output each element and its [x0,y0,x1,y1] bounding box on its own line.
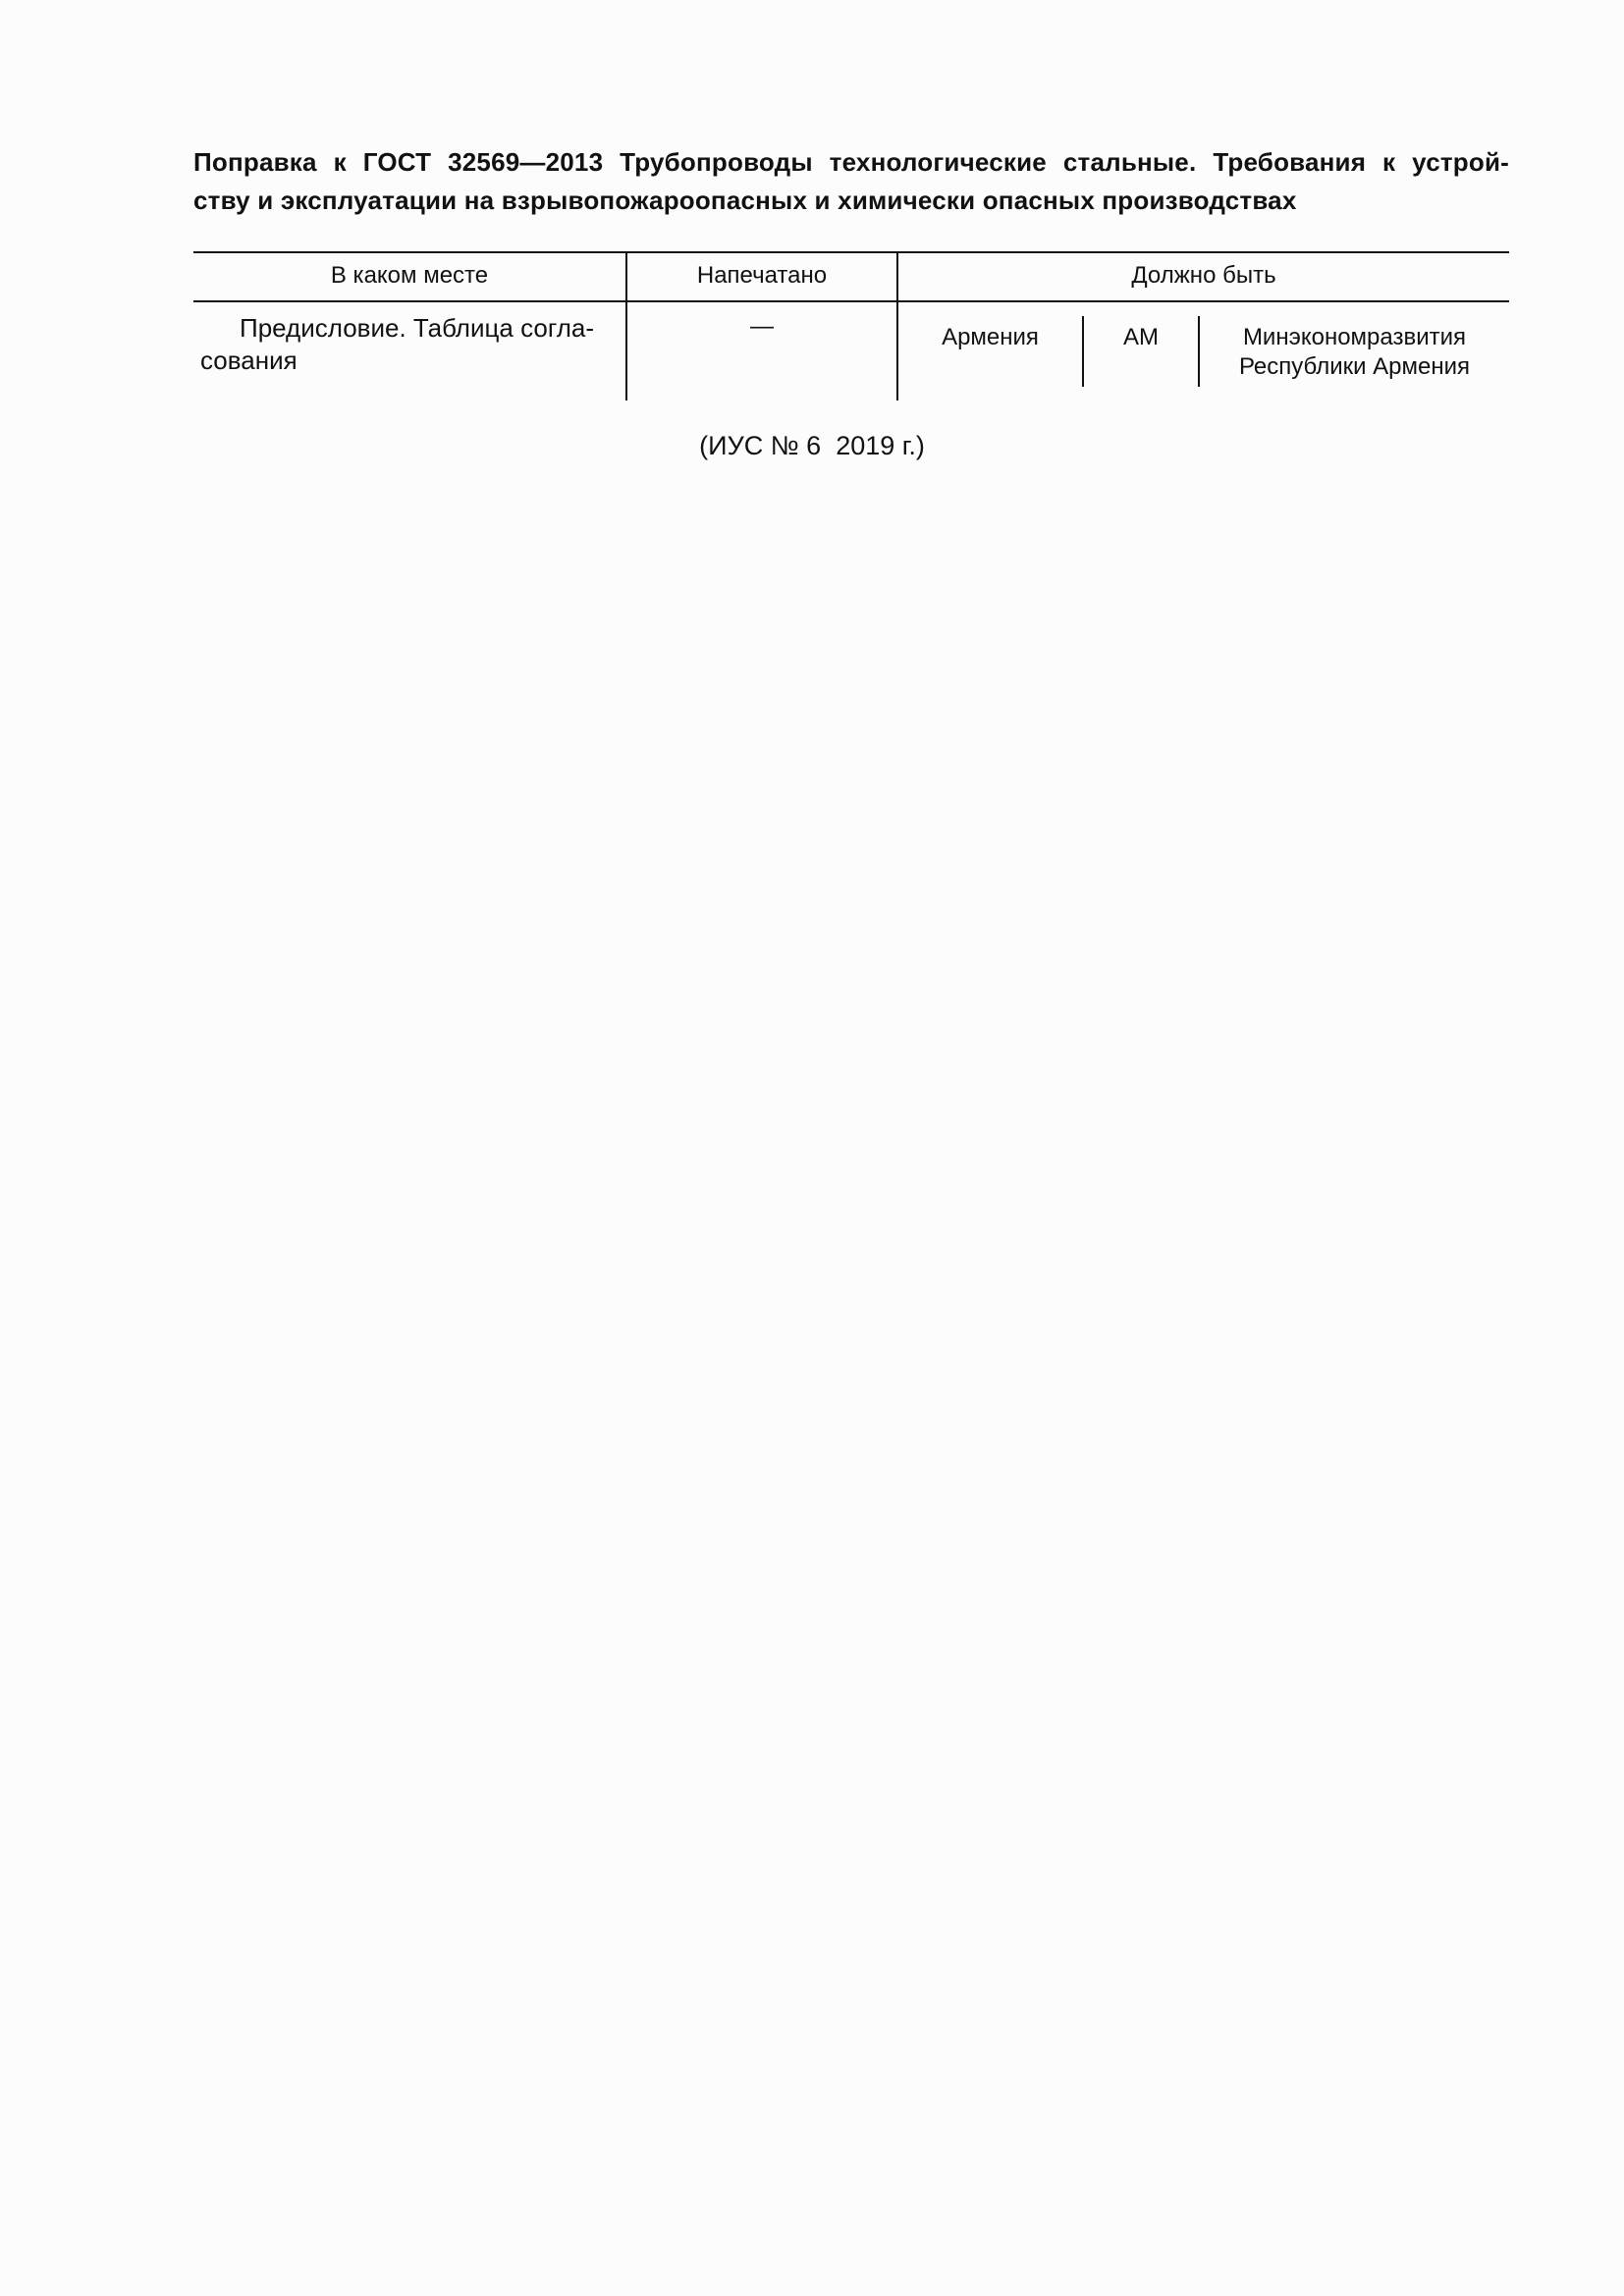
row-authority-line-1: Минэкономразвития [1242,324,1467,350]
row-place [200,312,619,377]
header-printed: Напечатано [696,262,828,289]
row-country-code: AM [1123,324,1159,350]
ius-note: (ИУС № 6 2019 г.) [699,431,925,460]
row-country: Армения [942,324,1039,350]
row-place-line-1: Предисловие. Таблица согла- [240,313,595,343]
header-place: В каком месте [330,262,489,289]
row-authority-line-2: Республики Армения [1238,353,1471,380]
document-title [193,143,1509,220]
row-place-line-2: сования [200,346,298,375]
title-line-2: ству и эксплуатации на взрывопожароопасных и химически опасных производствах [193,186,1297,215]
header-should-be: Должно быть [1131,262,1276,289]
title-line-1: Поправка к ГОСТ 32569—2013 Трубопроводы технологические стальные. Требования к устрой- [193,147,1509,177]
table-header-rule [193,300,1509,302]
table-top-rule [193,251,1509,253]
row-authority [1200,323,1509,382]
row-printed: — [750,313,774,340]
